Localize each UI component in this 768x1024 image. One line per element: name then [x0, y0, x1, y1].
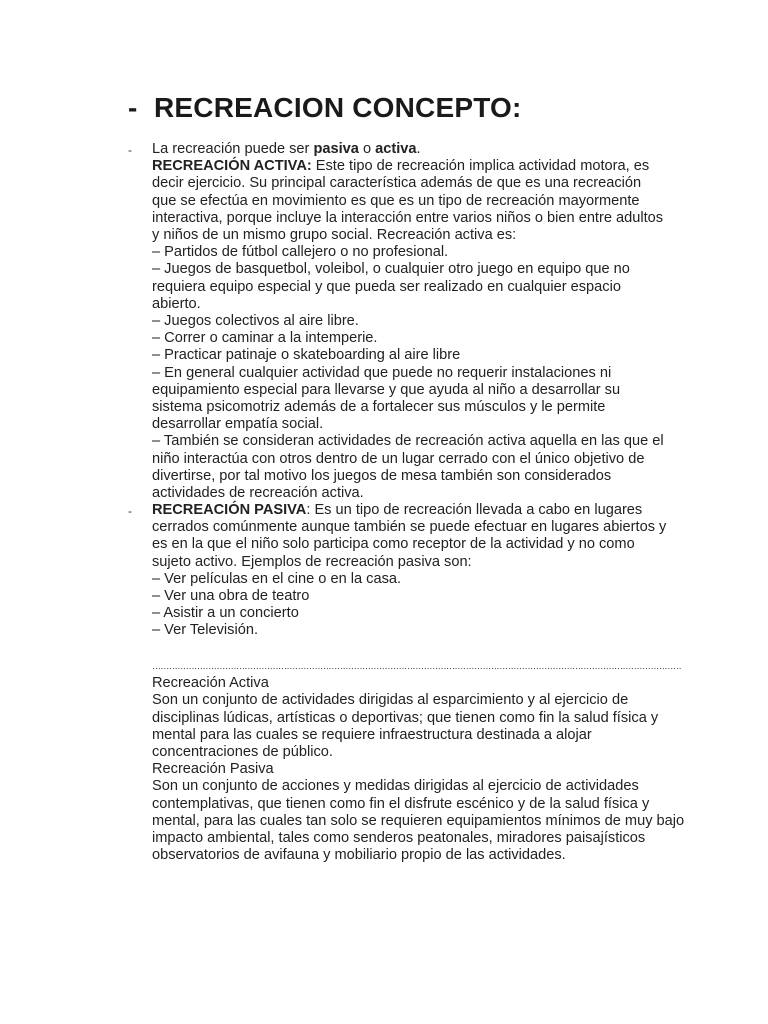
activa-first-line: [152, 158, 672, 175]
definition-line: contemplativas, que tienen como fin el disfrute escénico y de la salud física y: [152, 795, 650, 812]
pasiva-line: – Ver películas en el cine o en la casa.: [152, 570, 402, 587]
pasiva-first-line-text: : Es un tipo de recreación llevada a cabo en lugares: [306, 502, 643, 518]
pasiva-line: – Ver Televisión.: [152, 622, 259, 639]
activa-line: – Practicar patinaje o skateboarding al aire libre: [152, 347, 461, 364]
definition-line: Son un conjunto de actividades dirigidas al esparcimiento y al ejercicio de: [152, 692, 629, 709]
pasiva-line: sujeto activo. Ejemplos de recreación pasiva son:: [152, 553, 472, 570]
activa-first-line-text: Este tipo de recreación implica actividad motora, es: [311, 158, 650, 175]
activa-line: – Juegos de basquetbol, voleibol, o cualquier otro juego en equipo que no: [152, 261, 630, 278]
definition-line: impacto ambiental, tales como senderos peatonales, miradores paisajísticos: [152, 830, 646, 847]
activa-line: divertirse, por tal motivo los juegos de mesa también son considerados: [152, 467, 612, 484]
definition-line: observatorios de avifauna y mobiliario propio de las actividades.: [152, 847, 566, 864]
activa-line: decir ejercicio. Su principal característica además de que es una recreación: [152, 175, 642, 192]
definition-line: Son un conjunto de acciones y medidas dirigidas al ejercicio de actividades: [152, 778, 639, 795]
intro-suffix: .: [416, 141, 421, 157]
activa-line: equipamiento especial para llevarse y que ayuda al niño a desarrollar su: [152, 381, 621, 398]
intro-pasiva: pasiva: [313, 141, 359, 157]
activa-line: desarrollar empatía social.: [152, 416, 324, 433]
activa-line: y niños de un mismo grupo social. Recreación activa es:: [152, 227, 517, 244]
pasiva-label: RECREACIÓN PASIVA: [152, 502, 307, 518]
intro-prefix: La recreación puede ser: [152, 141, 314, 157]
activa-line: – Partidos de fútbol callejero o no profesional.: [152, 244, 449, 261]
definitions-section: [152, 658, 685, 864]
definition-title-pasiva: Recreación Pasiva: [152, 761, 274, 778]
bullet-marker-1: -: [128, 143, 132, 157]
title-text: RECREACION CONCEPTO:: [154, 92, 522, 123]
page-title: [128, 92, 522, 124]
dotted-separator: ………………………………………………………………………………………………………………………………………………………………………: [152, 661, 682, 671]
definition-title-activa: Recreación Activa: [152, 675, 269, 692]
pasiva-line: – Ver una obra de teatro: [152, 588, 310, 605]
definition-line: concentraciones de público.: [152, 744, 333, 761]
activa-line: requiera equipo especial y que pueda ser realizado en cualquier espacio: [152, 278, 621, 295]
activa-paragraph: [152, 141, 672, 502]
pasiva-line: – Asistir a un concierto: [152, 605, 299, 622]
definition-line: disciplinas lúdicas, artísticas o deportivas; que tienen como fin la salud física y: [152, 709, 659, 726]
definition-line: mental para las cuales se requiere infraestructura destinada a alojar: [152, 726, 592, 743]
activa-line: abierto.: [152, 295, 201, 312]
activa-line: interactiva, porque incluye la interacción entre varios niños o bien entre adultos: [152, 209, 664, 226]
activa-line: – También se consideran actividades de recreación activa aquella en las que el: [152, 433, 664, 450]
pasiva-line: es en la que el niño solo participa como receptor de la actividad y no como: [152, 536, 635, 553]
activa-line: – En general cualquier actividad que puede no requerir instalaciones ni: [152, 364, 612, 381]
intro-line: [152, 141, 672, 158]
activa-line: – Correr o caminar a la intemperie.: [152, 330, 378, 347]
activa-label: RECREACIÓN ACTIVA:: [152, 158, 312, 175]
activa-line: – Juegos colectivos al aire libre.: [152, 313, 359, 330]
pasiva-line: cerrados comúnmente aunque también se puede efectuar en lugares abiertos y: [152, 519, 667, 536]
activa-line: que se efectúa en movimiento es que es un tipo de recreación mayormente: [152, 192, 640, 209]
intro-middle: o: [358, 141, 376, 157]
title-dash: -: [128, 92, 138, 123]
pasiva-paragraph: [152, 502, 672, 640]
pasiva-first-line: [152, 502, 672, 519]
activa-line: sistema psicomotriz además de a fortalecer sus músculos y le permite: [152, 399, 606, 416]
definition-line: mental, para las cuales tan solo se requieren equipamientos mínimos de muy bajo: [152, 812, 685, 829]
bullet-marker-2: -: [128, 504, 132, 518]
activa-line: actividades de recreación activa.: [152, 485, 364, 502]
activa-line: niño interactúa con otros dentro de un lugar cerrado con el único objetivo de: [152, 450, 645, 467]
intro-activa: activa: [375, 141, 417, 157]
